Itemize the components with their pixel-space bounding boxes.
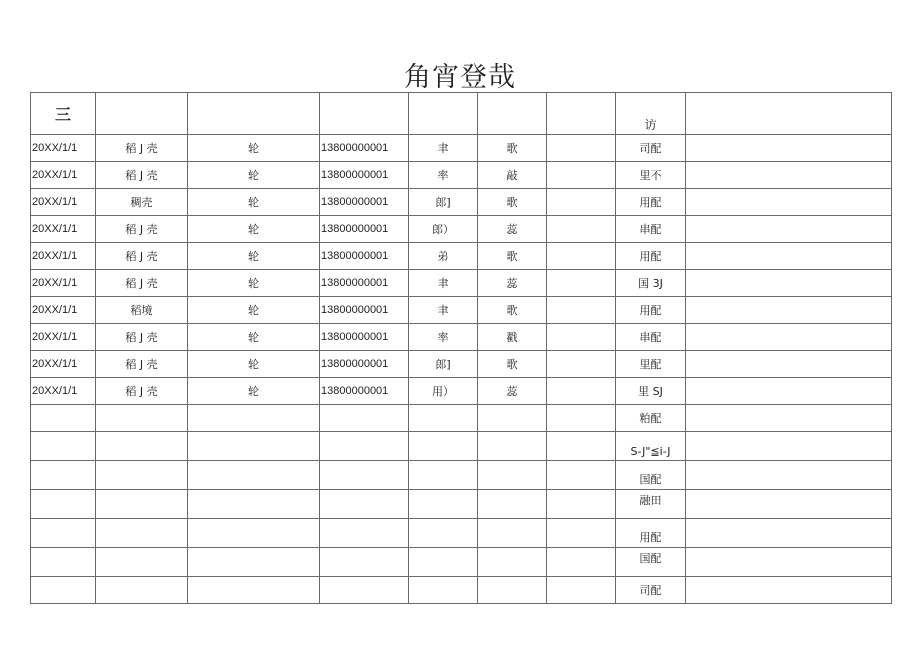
empty-cell bbox=[31, 432, 96, 461]
col7-cell bbox=[547, 216, 616, 243]
col3-cell: 轮 bbox=[188, 270, 320, 297]
empty-cell bbox=[320, 519, 409, 548]
phone-cell: 13800000001 bbox=[320, 162, 409, 189]
empty-cell bbox=[320, 548, 409, 577]
date-cell: 20XX/1/1 bbox=[31, 270, 96, 297]
empty-cell bbox=[320, 432, 409, 461]
header-cell bbox=[31, 93, 96, 135]
table-row bbox=[31, 378, 892, 405]
empty-cell bbox=[478, 548, 547, 577]
phone-cell: 13800000001 bbox=[320, 297, 409, 324]
phone-cell: 13800000001 bbox=[320, 216, 409, 243]
empty-cell bbox=[96, 519, 188, 548]
date-cell: 20XX/1/1 bbox=[31, 297, 96, 324]
date-cell: 20XX/1/1 bbox=[31, 189, 96, 216]
empty-cell bbox=[96, 461, 188, 490]
col5-cell: 聿 bbox=[409, 297, 478, 324]
col9-cell bbox=[686, 135, 892, 162]
name-cell: 稻 J 壳 bbox=[96, 162, 188, 189]
header-cell bbox=[188, 93, 320, 135]
col6-cell: 歌 bbox=[478, 243, 547, 270]
empty-cell bbox=[31, 490, 96, 519]
col7-cell bbox=[547, 351, 616, 378]
col7-cell bbox=[547, 270, 616, 297]
empty-cell bbox=[409, 405, 478, 432]
date-cell: 20XX/1/1 bbox=[31, 351, 96, 378]
col8-cell: 里 SJ bbox=[616, 378, 686, 405]
name-cell: 稻 J 壳 bbox=[96, 378, 188, 405]
col3-cell: 轮 bbox=[188, 351, 320, 378]
empty-cell bbox=[188, 490, 320, 519]
col5-cell: 率 bbox=[409, 162, 478, 189]
col9-cell bbox=[686, 243, 892, 270]
col5-cell: 弟 bbox=[409, 243, 478, 270]
col8-cell: 里不 bbox=[616, 162, 686, 189]
col8-cell: 串配 bbox=[616, 324, 686, 351]
col7-cell bbox=[547, 324, 616, 351]
col6-cell: 敲 bbox=[478, 162, 547, 189]
col3-cell: 轮 bbox=[188, 216, 320, 243]
phone-cell: 13800000001 bbox=[320, 135, 409, 162]
empty-cell bbox=[31, 548, 96, 577]
name-cell: 稻 J 壳 bbox=[96, 243, 188, 270]
col8-cell: 用配 bbox=[616, 519, 686, 548]
header-cell bbox=[478, 93, 547, 135]
empty-cell bbox=[31, 519, 96, 548]
empty-cell bbox=[96, 405, 188, 432]
col5-cell: 郎） bbox=[409, 216, 478, 243]
col8-cell: 用配 bbox=[616, 297, 686, 324]
header-cell bbox=[686, 93, 892, 135]
phone-cell: 13800000001 bbox=[320, 378, 409, 405]
empty-cell bbox=[686, 432, 892, 461]
col9-cell bbox=[686, 216, 892, 243]
col8-cell: S-J"≦i-J bbox=[616, 432, 686, 461]
col9-cell bbox=[686, 351, 892, 378]
empty-cell bbox=[96, 577, 188, 604]
date-cell: 20XX/1/1 bbox=[31, 216, 96, 243]
empty-cell bbox=[31, 461, 96, 490]
col8-cell: 串配 bbox=[616, 216, 686, 243]
table-row bbox=[31, 216, 892, 243]
empty-cell bbox=[320, 461, 409, 490]
col3-cell: 轮 bbox=[188, 378, 320, 405]
col8-cell: 用配 bbox=[616, 189, 686, 216]
table-row bbox=[31, 548, 892, 577]
empty-cell bbox=[188, 432, 320, 461]
phone-cell: 13800000001 bbox=[320, 189, 409, 216]
empty-cell bbox=[188, 405, 320, 432]
empty-cell bbox=[96, 432, 188, 461]
col6-cell: 蕊 bbox=[478, 270, 547, 297]
col9-cell bbox=[686, 162, 892, 189]
col8-cell: 司配 bbox=[616, 135, 686, 162]
table-row bbox=[31, 162, 892, 189]
empty-cell bbox=[409, 577, 478, 604]
table-row bbox=[31, 577, 892, 604]
col6-cell: 蕊 bbox=[478, 378, 547, 405]
col8-cell: 司配 bbox=[616, 577, 686, 604]
empty-cell bbox=[547, 519, 616, 548]
col5-cell: 率 bbox=[409, 324, 478, 351]
empty-cell bbox=[31, 405, 96, 432]
table-row bbox=[31, 490, 892, 519]
empty-cell bbox=[31, 577, 96, 604]
date-cell: 20XX/1/1 bbox=[31, 324, 96, 351]
page-title: 角宵登哉 bbox=[404, 62, 516, 93]
table-row bbox=[31, 135, 892, 162]
table-row bbox=[31, 432, 892, 461]
header-cell bbox=[547, 93, 616, 135]
register-table bbox=[30, 92, 892, 604]
col9-cell bbox=[686, 189, 892, 216]
empty-cell bbox=[188, 461, 320, 490]
table-row bbox=[31, 270, 892, 297]
col6-cell: 戳 bbox=[478, 324, 547, 351]
table-row bbox=[31, 324, 892, 351]
col7-cell bbox=[547, 135, 616, 162]
col3-cell: 轮 bbox=[188, 162, 320, 189]
col7-cell bbox=[547, 243, 616, 270]
col9-cell bbox=[686, 378, 892, 405]
col7-cell bbox=[547, 189, 616, 216]
empty-cell bbox=[686, 548, 892, 577]
col8-cell: 国配 bbox=[616, 461, 686, 490]
col5-cell: 聿 bbox=[409, 135, 478, 162]
header-cell: 访 bbox=[616, 93, 686, 135]
empty-cell bbox=[686, 577, 892, 604]
empty-cell bbox=[409, 432, 478, 461]
col8-cell: 国配 bbox=[616, 548, 686, 577]
header-cell bbox=[320, 93, 409, 135]
col8-cell: 里配 bbox=[616, 351, 686, 378]
name-cell: 稻 J 壳 bbox=[96, 324, 188, 351]
name-cell: 稻 J 壳 bbox=[96, 351, 188, 378]
col5-cell: 郎] bbox=[409, 189, 478, 216]
col3-cell: 轮 bbox=[188, 135, 320, 162]
empty-cell bbox=[409, 548, 478, 577]
empty-cell bbox=[478, 461, 547, 490]
header-cell bbox=[96, 93, 188, 135]
empty-cell bbox=[478, 432, 547, 461]
empty-cell bbox=[686, 490, 892, 519]
col3-cell: 轮 bbox=[188, 324, 320, 351]
table-row bbox=[31, 243, 892, 270]
date-cell: 20XX/1/1 bbox=[31, 135, 96, 162]
name-cell: 稻 J 壳 bbox=[96, 135, 188, 162]
empty-cell bbox=[409, 461, 478, 490]
col3-cell: 轮 bbox=[188, 297, 320, 324]
empty-cell bbox=[478, 577, 547, 604]
col7-cell bbox=[547, 378, 616, 405]
header-row bbox=[31, 93, 892, 135]
col8-cell: 国 3J bbox=[616, 270, 686, 297]
empty-cell bbox=[547, 577, 616, 604]
phone-cell: 13800000001 bbox=[320, 351, 409, 378]
col5-cell: 聿 bbox=[409, 270, 478, 297]
empty-cell bbox=[547, 405, 616, 432]
empty-cell bbox=[686, 519, 892, 548]
empty-cell bbox=[320, 577, 409, 604]
header-cell bbox=[409, 93, 478, 135]
name-cell: 稠壳 bbox=[96, 189, 188, 216]
empty-cell bbox=[188, 519, 320, 548]
col6-cell: 歌 bbox=[478, 351, 547, 378]
phone-cell: 13800000001 bbox=[320, 243, 409, 270]
col8-cell: 粕配 bbox=[616, 405, 686, 432]
empty-cell bbox=[96, 548, 188, 577]
col8-cell: 用配 bbox=[616, 243, 686, 270]
empty-cell bbox=[188, 548, 320, 577]
table-row bbox=[31, 519, 892, 548]
table-row bbox=[31, 461, 892, 490]
name-cell: 稻 J 壳 bbox=[96, 270, 188, 297]
col6-cell: 蕊 bbox=[478, 216, 547, 243]
empty-cell bbox=[478, 405, 547, 432]
phone-cell: 13800000001 bbox=[320, 324, 409, 351]
empty-cell bbox=[547, 461, 616, 490]
empty-cell bbox=[188, 577, 320, 604]
empty-cell bbox=[320, 405, 409, 432]
date-cell: 20XX/1/1 bbox=[31, 378, 96, 405]
col7-cell bbox=[547, 297, 616, 324]
col6-cell: 歌 bbox=[478, 135, 547, 162]
phone-cell: 13800000001 bbox=[320, 270, 409, 297]
col5-cell: 用） bbox=[409, 378, 478, 405]
empty-cell bbox=[686, 461, 892, 490]
col6-cell: 歌 bbox=[478, 189, 547, 216]
table-row bbox=[31, 189, 892, 216]
col5-cell: 郎] bbox=[409, 351, 478, 378]
col9-cell bbox=[686, 324, 892, 351]
date-cell: 20XX/1/1 bbox=[31, 243, 96, 270]
empty-cell bbox=[320, 490, 409, 519]
empty-cell bbox=[478, 519, 547, 548]
name-cell: 稻 J 壳 bbox=[96, 216, 188, 243]
col8-cell: 融田 bbox=[616, 490, 686, 519]
empty-cell bbox=[409, 490, 478, 519]
table-row bbox=[31, 351, 892, 378]
col3-cell: 轮 bbox=[188, 189, 320, 216]
col7-cell bbox=[547, 162, 616, 189]
col9-cell bbox=[686, 270, 892, 297]
empty-cell bbox=[547, 490, 616, 519]
empty-cell bbox=[409, 519, 478, 548]
col6-cell: 歌 bbox=[478, 297, 547, 324]
empty-cell bbox=[686, 405, 892, 432]
date-cell: 20XX/1/1 bbox=[31, 162, 96, 189]
col3-cell: 轮 bbox=[188, 243, 320, 270]
name-cell: 稻境 bbox=[96, 297, 188, 324]
table-row bbox=[31, 297, 892, 324]
empty-cell bbox=[547, 432, 616, 461]
col9-cell bbox=[686, 297, 892, 324]
empty-cell bbox=[96, 490, 188, 519]
menu-icon: 三 bbox=[54, 105, 71, 124]
table-row bbox=[31, 405, 892, 432]
empty-cell bbox=[547, 548, 616, 577]
empty-cell bbox=[478, 490, 547, 519]
